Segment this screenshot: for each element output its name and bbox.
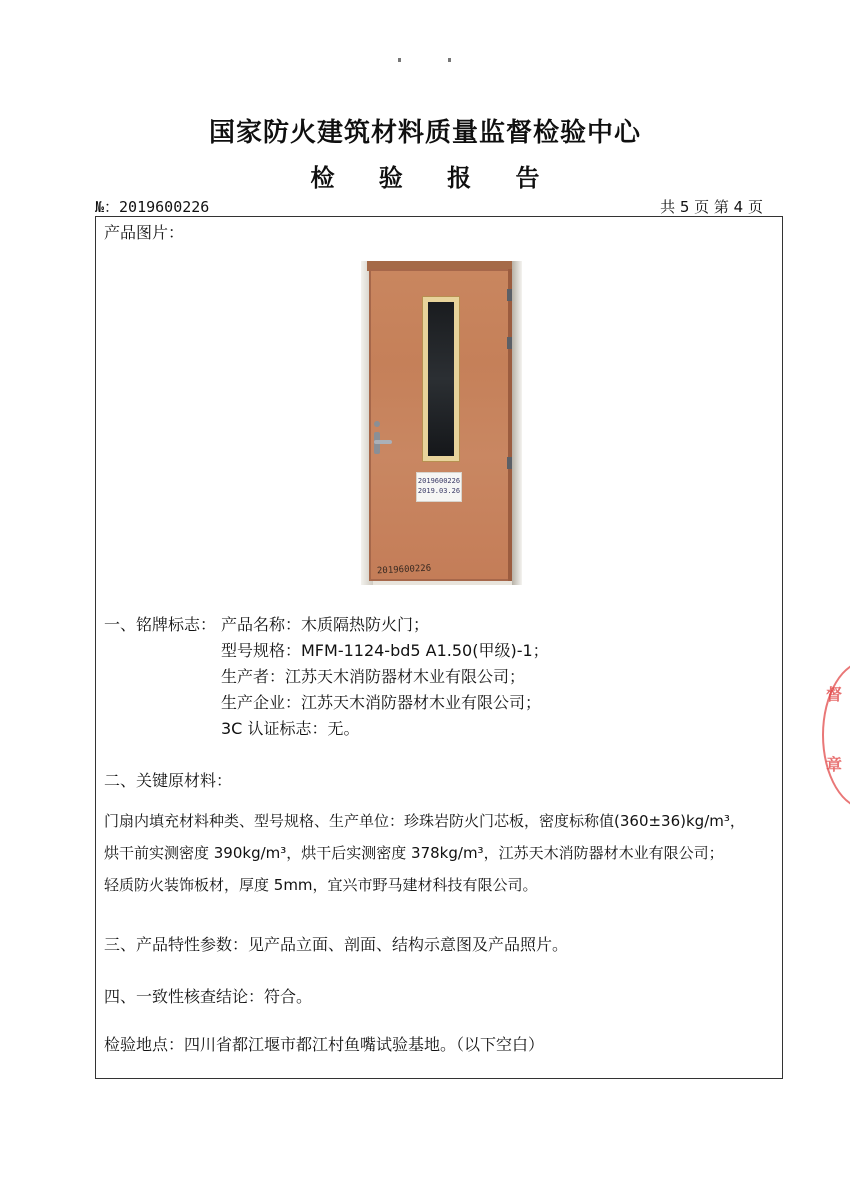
- characteristics: 三、产品特性参数：见产品立面、剖面、结构示意图及产品照片。: [104, 935, 569, 954]
- materials-heading: 二、关键原材料：: [104, 771, 233, 790]
- scan-marks: [396, 58, 456, 64]
- meta-row: [95, 196, 783, 216]
- hinge-icon: [507, 289, 512, 301]
- report-title: 检 验 报 告: [310, 164, 558, 192]
- report-number: №：2019600226: [95, 198, 210, 216]
- seal-glyph: 督: [826, 685, 843, 704]
- enterprise: 生产企业：江苏天木消防器材木业有限公司；: [221, 693, 542, 712]
- sample-tag-date: 2019.03.26: [417, 487, 461, 495]
- seal-glyph: 章: [826, 755, 843, 774]
- institution-title: 国家防火建筑材料质量监督检验中心: [208, 118, 641, 148]
- producer: 生产者：江苏天木消防器材木业有限公司；: [221, 667, 526, 686]
- seal-stamp-fragment: [820, 660, 850, 810]
- materials-line-2: 烘干前实测密度 390kg/m³，烘干后实测密度 378kg/m³，江苏天木消防器材木业有限公司；: [104, 844, 724, 862]
- door-window-glass: [428, 302, 454, 456]
- handwritten-number: 2019600226: [376, 563, 432, 577]
- product-name: 产品名称：木质隔热防火门；: [221, 615, 430, 634]
- consistency-conclusion: 四、一致性核查结论：符合。: [104, 987, 313, 1006]
- hinge-icon: [507, 337, 512, 349]
- door-handle-icon: [374, 440, 392, 444]
- model-spec: 型号规格：MFM-1124-bd5 A1.50(甲级)-1；: [221, 641, 549, 660]
- page-info: 共 5 页 第 4 页: [660, 198, 763, 216]
- materials-line-1: 门扇内填充材料种类、型号规格、生产单位：珍珠岩防火门芯板，密度标称值(360±36)kg/m³，: [104, 812, 745, 830]
- ccc-mark: 3C 认证标志：无。: [221, 719, 360, 738]
- sample-tag-number: 2019600226: [417, 477, 461, 485]
- photo-section-label: 产品图片：: [104, 223, 185, 242]
- lock-icon: [374, 421, 380, 427]
- materials-line-3: 轻质防火装饰板材，厚度 5mm，宜兴市野马建材科技有限公司。: [104, 876, 538, 894]
- product-photo: [361, 261, 522, 585]
- inspection-location: 检验地点：四川省都江堰市都江村鱼嘴试验基地。（以下空白）: [104, 1035, 545, 1054]
- nameplate-heading: 一、铭牌标志：: [104, 615, 217, 634]
- photo-wall-right: [512, 261, 522, 585]
- hinge-icon: [507, 457, 512, 469]
- sample-tag: [416, 472, 462, 502]
